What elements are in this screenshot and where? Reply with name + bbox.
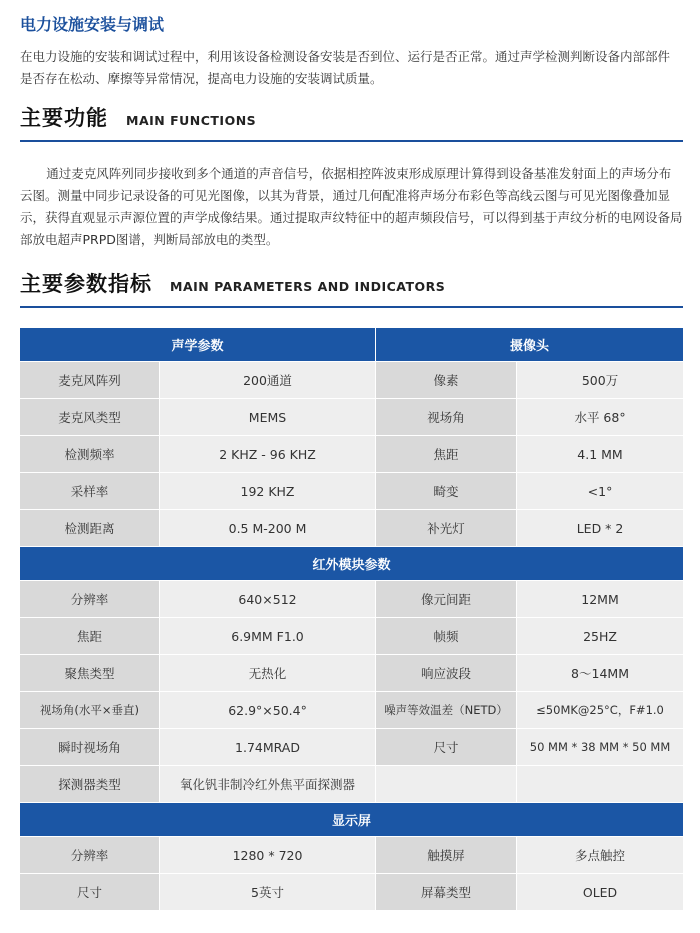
param-value: 25HZ — [517, 618, 684, 655]
table-row — [20, 692, 684, 729]
param-value: OLED — [517, 874, 684, 911]
table-row — [20, 837, 684, 874]
table-row — [20, 473, 684, 510]
param-value: 0.5 M-200 M — [160, 510, 376, 547]
table-row — [20, 581, 684, 618]
table-row — [20, 510, 684, 547]
acoustic-header: 声学参数 — [20, 328, 376, 362]
param-label: 响应波段 — [376, 655, 517, 692]
param-value: LED * 2 — [517, 510, 684, 547]
param-value: 192 KHZ — [160, 473, 376, 510]
param-label: 尺寸 — [376, 729, 517, 766]
main-functions-title-en: MAIN FUNCTIONS — [126, 113, 257, 128]
param-label: 分辨率 — [20, 837, 160, 874]
parameters-heading — [20, 270, 683, 308]
param-label: 麦克风阵列 — [20, 362, 160, 399]
param-value: <1° — [517, 473, 684, 510]
param-value: 62.9°×50.4° — [160, 692, 376, 729]
param-label: 像素 — [376, 362, 517, 399]
param-value: 12MM — [517, 581, 684, 618]
param-label: 触摸屏 — [376, 837, 517, 874]
param-label: 补光灯 — [376, 510, 517, 547]
camera-header: 摄像头 — [376, 328, 684, 362]
parameters-table — [19, 327, 684, 911]
param-label: 帧频 — [376, 618, 517, 655]
param-value: 1280 * 720 — [160, 837, 376, 874]
param-label: 焦距 — [376, 436, 517, 473]
param-label: 检测频率 — [20, 436, 160, 473]
param-value: 氧化钒非制冷红外焦平面探测器 — [160, 766, 376, 803]
param-label: 屏幕类型 — [376, 874, 517, 911]
param-label: 聚焦类型 — [20, 655, 160, 692]
param-label: 检测距离 — [20, 510, 160, 547]
table-header-row — [20, 328, 684, 362]
display-header-row — [20, 803, 684, 837]
table-row — [20, 766, 684, 803]
empty-cell — [376, 766, 517, 803]
ir-header: 红外模块参数 — [20, 547, 684, 581]
table-row — [20, 399, 684, 436]
install-section-title: 电力设施安装与调试 — [20, 15, 165, 34]
param-label: 畸变 — [376, 473, 517, 510]
parameters-title-cn: 主要参数指标 — [20, 272, 152, 296]
main-functions-text: 通过麦克风阵列同步接收到多个通道的声音信号，依据相控阵波束形成原理计算得到设备基准发射面上的声场分布云图。测量中同步记录设备的可见光图像，以其为背景，通过几何配准将声场分布彩色等高线云图与可见光图像叠加显示，获得直观显示声源位置的声学成像结果。通过提取声纹特征中的超声频段信号，可以得到基于声纹分析的电网设备局部放电超声PRPD图谱，判断局部放电的类型。 — [20, 166, 683, 247]
ir-header-row — [20, 547, 684, 581]
param-label: 焦距 — [20, 618, 160, 655]
main-functions-title-cn: 主要功能 — [20, 106, 108, 130]
param-value: 水平 68° — [517, 399, 684, 436]
param-value: 500万 — [517, 362, 684, 399]
param-value: 5英寸 — [160, 874, 376, 911]
param-label: 视场角 — [376, 399, 517, 436]
parameters-title-en: MAIN PARAMETERS AND INDICATORS — [170, 279, 446, 294]
param-value: 2 KHZ - 96 KHZ — [160, 436, 376, 473]
param-value: 1.74MRAD — [160, 729, 376, 766]
install-intro-text: 在电力设施的安装和调试过程中，利用该设备检测设备安装是否到位、运行是否正常。通过声学检测判断设备内部部件是否存在松动、摩擦等异常情况，提高电力设施的安装调试质量。 — [20, 49, 671, 86]
param-value: 640×512 — [160, 581, 376, 618]
display-header: 显示屏 — [20, 803, 684, 837]
param-value: 50 MM * 38 MM * 50 MM — [517, 729, 684, 766]
param-value: 6.9MM F1.0 — [160, 618, 376, 655]
param-label: 尺寸 — [20, 874, 160, 911]
param-value: MEMS — [160, 399, 376, 436]
param-label: 瞬时视场角 — [20, 729, 160, 766]
param-label: 视场角(水平×垂直) — [20, 692, 160, 729]
table-row — [20, 362, 684, 399]
param-label: 分辨率 — [20, 581, 160, 618]
param-value: 8～14MM — [517, 655, 684, 692]
empty-cell — [517, 766, 684, 803]
table-row — [20, 729, 684, 766]
main-functions-heading — [20, 104, 683, 142]
param-label: 像元间距 — [376, 581, 517, 618]
table-row — [20, 655, 684, 692]
param-value: 200通道 — [160, 362, 376, 399]
param-label: 噪声等效温差（NETD） — [376, 692, 517, 729]
param-value: ≤50MK@25°C，F#1.0 — [517, 692, 684, 729]
param-label: 麦克风类型 — [20, 399, 160, 436]
param-value: 4.1 MM — [517, 436, 684, 473]
param-label: 采样率 — [20, 473, 160, 510]
param-value: 多点触控 — [517, 837, 684, 874]
table-row — [20, 618, 684, 655]
table-row — [20, 874, 684, 911]
param-value: 无热化 — [160, 655, 376, 692]
table-row — [20, 436, 684, 473]
param-label: 探测器类型 — [20, 766, 160, 803]
